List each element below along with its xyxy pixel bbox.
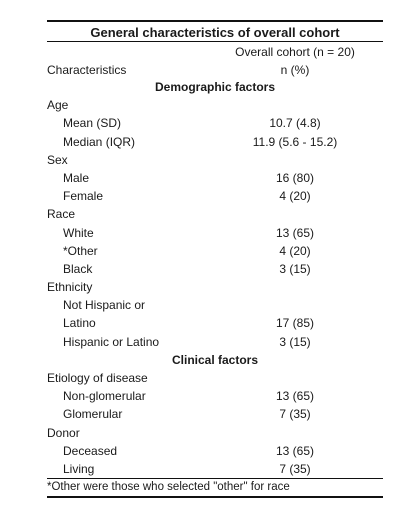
table-row xyxy=(47,114,383,132)
row-value: 10.7 (4.8) xyxy=(269,116,321,131)
table-row xyxy=(47,333,383,351)
group-label: Etiology of disease xyxy=(47,371,148,385)
row-label: Female xyxy=(63,189,104,204)
row-label: Deceased xyxy=(63,443,118,458)
group-header-row xyxy=(47,151,383,169)
row-value: 16 (80) xyxy=(275,170,315,185)
top-rule xyxy=(47,20,383,22)
row-label: Median (IQR) xyxy=(63,134,136,149)
group-label: Donor xyxy=(47,425,80,440)
cohort-characteristics-table xyxy=(47,20,383,498)
group-header-row xyxy=(47,205,383,223)
group-header-row xyxy=(47,278,383,296)
header-overall-cohort: Overall cohort (n = 20) xyxy=(235,45,355,59)
row-value: 13 (65) xyxy=(275,225,315,240)
row-label: Living xyxy=(63,461,95,476)
row-label: Not Hispanic or xyxy=(63,298,146,313)
row-label: *Other xyxy=(63,243,98,258)
row-value: 11.9 (5.6 - 15.2) xyxy=(252,134,338,149)
row-value: 17 (85) xyxy=(275,316,315,331)
table-header xyxy=(47,42,383,78)
section-label: Clinical factors xyxy=(171,352,259,367)
row-value: 3 (15) xyxy=(279,334,311,349)
group-label: Age xyxy=(47,98,69,113)
row-label: Black xyxy=(63,261,93,276)
table-row xyxy=(47,314,383,332)
row-label: Mean (SD) xyxy=(63,116,122,131)
row-value: 4 (20) xyxy=(279,189,311,204)
header-characteristics: Characteristics xyxy=(47,63,127,77)
table-title: General characteristics of overall cohort xyxy=(90,25,340,40)
row-value: 4 (20) xyxy=(279,243,311,258)
row-value: 7 (35) xyxy=(279,407,311,422)
group-label: Ethnicity xyxy=(47,280,93,295)
group-header-row xyxy=(47,424,383,442)
group-header-row xyxy=(47,96,383,114)
table-row xyxy=(47,260,383,278)
row-label: Latino xyxy=(63,316,96,331)
table-row xyxy=(47,405,383,423)
table-row xyxy=(47,187,383,205)
table-row xyxy=(47,296,383,314)
row-label: Hispanic or Latino xyxy=(63,334,160,349)
table-row xyxy=(47,224,383,242)
table-body xyxy=(47,78,383,478)
row-label: White xyxy=(63,225,94,240)
group-label: Race xyxy=(47,207,76,222)
row-label: Non-glomerular xyxy=(63,389,146,404)
group-label: Sex xyxy=(47,152,68,167)
table-row xyxy=(47,169,383,187)
row-label: Glomerular xyxy=(63,407,123,422)
section-header-row xyxy=(47,78,383,96)
header-n-percent: n (%) xyxy=(280,63,310,77)
row-value: 3 (15) xyxy=(279,261,311,276)
row-value: 13 (65) xyxy=(275,443,315,458)
table-row xyxy=(47,460,383,478)
row-value: 13 (65) xyxy=(275,389,315,404)
bottom-rule xyxy=(47,496,383,498)
row-label: Male xyxy=(63,170,90,185)
section-label: Demographic factors xyxy=(154,80,276,94)
row-value: 7 (35) xyxy=(279,461,311,476)
table-footnote: *Other were those who selected "other" for race xyxy=(47,481,290,494)
table-row xyxy=(47,242,383,260)
group-header-row xyxy=(47,369,383,387)
table-row xyxy=(47,133,383,151)
table-row xyxy=(47,442,383,460)
section-header-row xyxy=(47,351,383,369)
table-row xyxy=(47,387,383,405)
